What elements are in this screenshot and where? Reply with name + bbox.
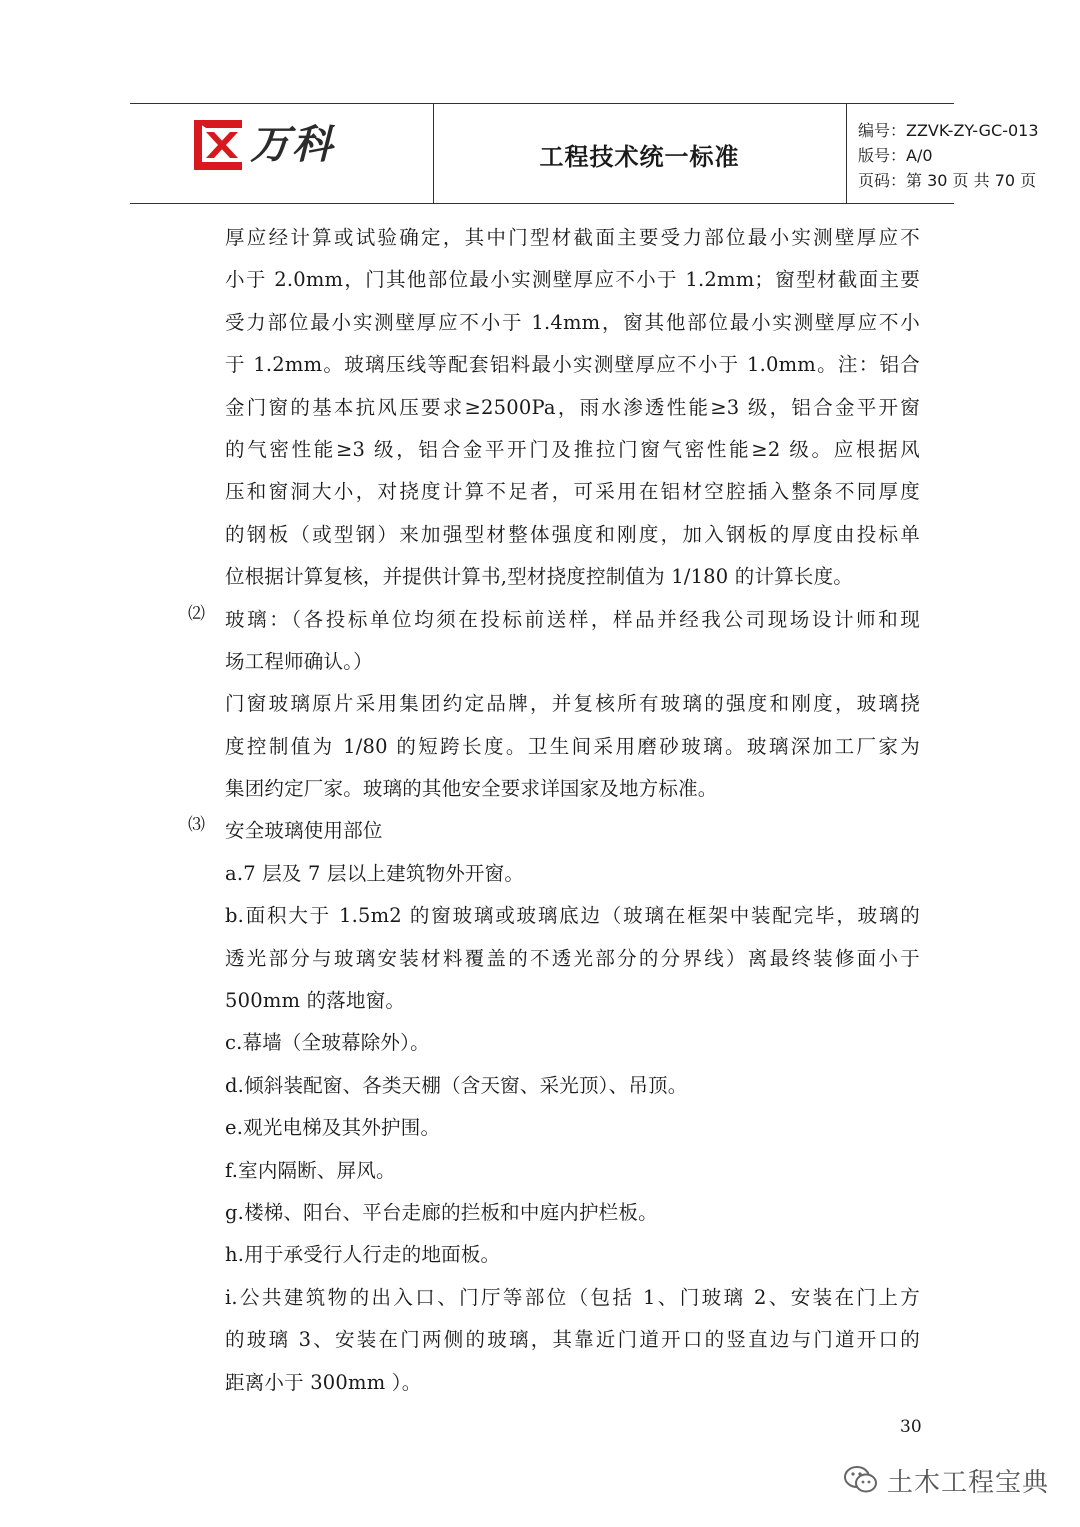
watermark	[843, 1456, 1049, 1504]
text-line: 厚应经计算或试验确定，其中门型材截面主要受力部位最小实测壁厚应不	[225, 226, 920, 249]
text-line: 压和窗洞大小，对挠度计算不足者，可采用在铝材空腔插入整条不同厚度	[225, 480, 920, 504]
text-line: 集团约定厂家。玻璃的其他安全要求详国家及地方标准。	[225, 777, 718, 801]
list-line: d.倾斜装配窗、各类天棚（含天窗、采光顶）、吊顶。	[225, 1073, 688, 1097]
list-line: g.楼梯、阳台、平台走廊的拦板和中庭内护栏板。	[225, 1200, 658, 1224]
list-line: b.面积大于 1.5m2 的窗玻璃或玻璃底边（玻璃在框架中装配完毕，玻璃的	[225, 904, 920, 928]
text-line: 场工程师确认。）	[225, 649, 373, 673]
text-line: 小于 2.0mm，门其他部位最小实测壁厚应不小于 1.2mm；窗型材截面主要	[225, 268, 920, 292]
page-info: 页码：第 30 页 共 70 页	[858, 171, 1037, 190]
document-code: 编号：ZZVK-ZY-GC-013	[858, 121, 1039, 140]
list-item-2	[188, 599, 920, 641]
item-number: ⑶	[188, 815, 205, 836]
text-line: 受力部位最小实测壁厚应不小于 1.4mm，窗其他部位最小实测壁厚应不小	[225, 310, 920, 334]
document-header	[130, 103, 1039, 204]
logo-cell	[130, 104, 434, 203]
text-line: 玻璃：（各投标单位均须在投标前送样，样品并经我公司现场设计师和现	[225, 607, 920, 631]
text-line: 门窗玻璃原片采用集团约定品牌，并复核所有玻璃的强度和刚度，玻璃挠	[225, 692, 920, 716]
text-line: 金门窗的基本抗风压要求≥2500Pa，雨水渗透性能≥3 级，铝合金平开窗	[225, 395, 920, 419]
document-version: 版号：A/0	[858, 146, 933, 165]
text-line: 于 1.2mm。玻璃压线等配套铝料最小实测壁厚应不小于 1.0mm。注：铝合	[225, 353, 920, 377]
list-line: 的玻璃 3、安装在门两侧的玻璃，其靠近门道开口的竖直边与门道开口的	[225, 1328, 920, 1352]
vanke-logo-icon	[192, 118, 244, 172]
document-title: 工程技术统一标准	[539, 143, 740, 171]
vanke-logo	[192, 118, 372, 172]
logo-text: 万科	[250, 122, 334, 168]
list-line: 距离小于 300mm ）。	[225, 1370, 422, 1394]
watermark-text: 土木工程宝典	[887, 1467, 1050, 1498]
item-number: ⑵	[188, 603, 205, 624]
list-line: f.室内隔断、屏风。	[225, 1158, 396, 1182]
text-line: 度控制值为 1/80 的短跨长度。卫生间采用磨砂玻璃。玻璃深加工厂家为	[225, 734, 920, 758]
list-line: e.观光电梯及其外护围。	[225, 1116, 441, 1140]
list-line: i.公共建筑物的出入口、门厅等部位（包括 1、门玻璃 2、安装在门上方	[225, 1285, 920, 1309]
list-line: c.幕墙（全玻幕除外）。	[225, 1031, 430, 1055]
list-item-3	[188, 810, 920, 852]
list-line: 500mm 的落地窗。	[225, 989, 406, 1013]
page-number: 30	[900, 1417, 922, 1437]
text-line: 的钢板（或型钢）来加强型材整体强度和刚度，加入钢板的厚度由投标单	[225, 522, 920, 546]
list-line: a.7 层及 7 层以上建筑物外开窗。	[225, 861, 525, 885]
section-title: 安全玻璃使用部位	[225, 819, 383, 843]
text-line: 位根据计算复核，并提供计算书,型材挠度控制值为 1/180 的计算长度。	[225, 565, 853, 589]
title-cell	[433, 104, 847, 203]
wechat-icon	[843, 1464, 879, 1496]
text-line: 的气密性能≥3 级，铝合金平开门及推拉门窗气密性能≥2 级。应根据风	[225, 437, 920, 461]
list-line: 透光部分与玻璃安装材料覆盖的不透光部分的分界线）离最终装修面小于	[225, 946, 920, 970]
document-body	[188, 217, 920, 1404]
meta-cell	[846, 104, 1039, 203]
list-line: h.用于承受行人行走的地面板。	[225, 1243, 501, 1267]
